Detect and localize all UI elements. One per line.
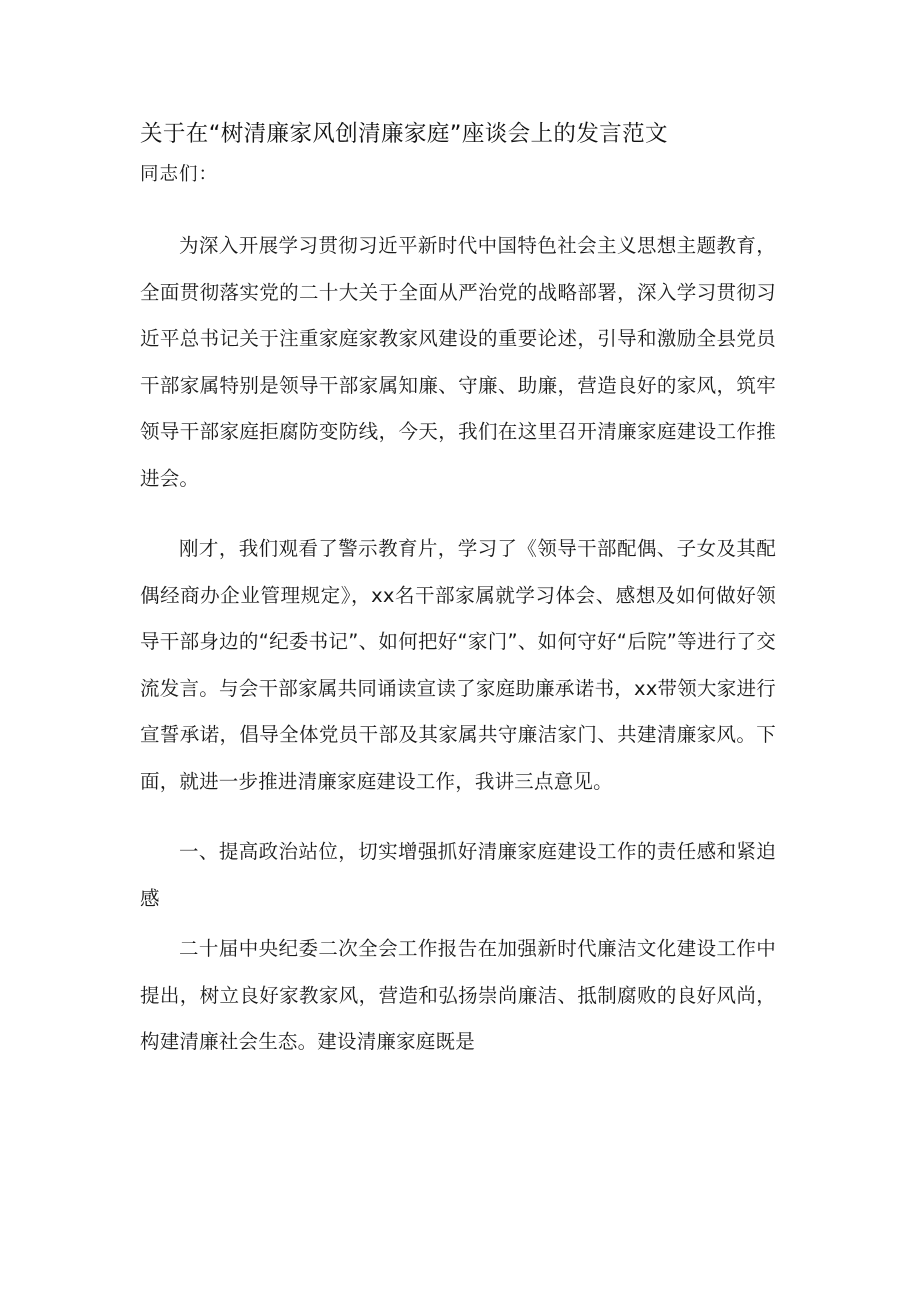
- paragraph-meeting-review: 刚才，我们观看了警示教育片，学习了《领导干部配偶、子女及其配偶经商办企业管理规定》，xx名干部家属就学习体会、感想及如何做好领导干部身边的“纪委书记”、如何把好“家门”、如何守好“后院”等进行了交流发言。与会干部家属共同诵读宣读了家庭助廉承诺书，xx带领大家进行宣誓承诺，倡导全体党员干部及其家属共守廉洁家门、共建清廉家风。下面，就进一步推进清廉家庭建设工作，我讲三点意见。: [140, 537, 776, 793]
- paragraph-section-1-body: 二十届中央纪委二次全会工作报告在加强新时代廉洁文化建设工作中提出，树立良好家教家风，营造和弘扬崇尚廉洁、抵制腐败的良好风尚，构建清廉社会生态。建设清廉家庭既是: [140, 937, 776, 1053]
- paragraph-intro: 为深入开展学习贯彻习近平新时代中国特色社会主义思想主题教育，全面贯彻落实党的二十大关于全面从严治党的战略部署，深入学习贯彻习近平总书记关于注重家庭家教家风建设的重要论述，引导和激励全县党员干部家属特别是领导干部家属知廉、守廉、助廉，营造良好的家风，筑牢领导干部家庭拒腐防变防线，今天，我们在这里召开清廉家庭建设工作推进会。: [140, 234, 776, 490]
- document-body: [140, 118, 776, 1066]
- document-title: 关于在“树清廉家风创清廉家庭”座谈会上的发言范文: [140, 121, 668, 147]
- salutation: 同志们：: [140, 164, 219, 185]
- section-heading-1: 一、提高政治站位，切实增强抓好清廉家庭建设工作的责任感和紧迫感: [140, 840, 776, 910]
